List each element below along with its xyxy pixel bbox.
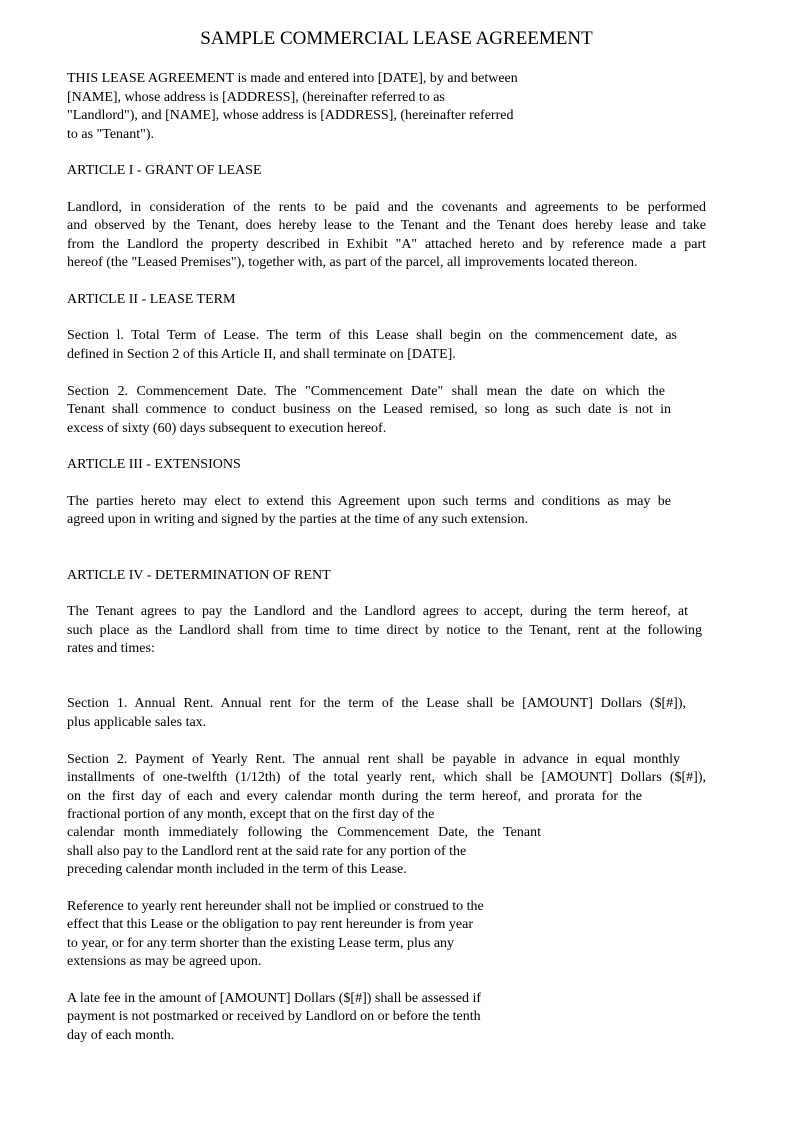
article-1-line-1: Landlord, in consideration of the rents to be paid and the covenants and agreements to be performed (67, 200, 706, 215)
article-3-line-2: agreed upon in writing and signed by the parties at the time of any such extension. (67, 512, 529, 527)
article-2-heading: ARTICLE II - LEASE TERM (67, 292, 236, 307)
article-2-s1-line-2: defined in Section 2 of this Article II, and shall terminate on [DATE]. (67, 347, 456, 362)
late-fee-line-1: A late fee in the amount of [AMOUNT] Dollars ($[#]) shall be assessed if (67, 991, 482, 1006)
article-4-s1-line-1: Section 1. Annual Rent. Annual rent for the term of the Lease shall be [AMOUNT] Dollars ($[#]), (67, 696, 686, 711)
article-4-s2-line-2: installments of one-twelfth (1/12th) of the total yearly rent, which shall be [AMOUNT] Dollars ($[#]), (67, 770, 706, 785)
rent-reference-line-1: Reference to yearly rent hereunder shall not be implied or construed to the (67, 899, 484, 914)
article-4-s2-line-4: fractional portion of any month, except that on the first day of the (67, 807, 435, 822)
late-fee-line-3: day of each month. (67, 1028, 175, 1043)
late-fee-line-2: payment is not postmarked or received by Landlord on or before the tenth (67, 1009, 481, 1024)
preamble-line-1: THIS LEASE AGREEMENT is made and entered into [DATE], by and between (67, 71, 518, 86)
article-4-s2-line-1: Section 2. Payment of Yearly Rent. The annual rent shall be payable in advance in equal monthly (67, 752, 680, 767)
rent-reference-line-2: effect that this Lease or the obligation to pay rent hereunder is from year (67, 917, 473, 932)
article-4-heading: ARTICLE IV - DETERMINATION OF RENT (67, 568, 331, 583)
preamble-line-3: "Landlord"), and [NAME], whose address is [ADDRESS], (hereinafter referred (67, 108, 514, 123)
article-1-heading: ARTICLE I - GRANT OF LEASE (67, 163, 262, 178)
preamble-line-4: to as "Tenant"). (67, 127, 155, 142)
rent-reference-line-4: extensions as may be agreed upon. (67, 954, 262, 969)
article-4-s2-line-3: on the first day of each and every calendar month during the term hereof, and prorata for the (67, 789, 642, 804)
article-4-s2-line-7: preceding calendar month included in the term of this Lease. (67, 862, 407, 877)
rent-reference-line-3: to year, or for any term shorter than the existing Lease term, plus any (67, 936, 455, 951)
article-4-s2-line-5: calendar month immediately following the Commencement Date, the Tenant (67, 825, 541, 840)
article-4-s1-line-2: plus applicable sales tax. (67, 715, 207, 730)
document-title: SAMPLE COMMERCIAL LEASE AGREEMENT (200, 28, 593, 49)
article-2-s2-line-3: excess of sixty (60) days subsequent to execution hereof. (67, 421, 387, 436)
article-1-line-2: and observed by the Tenant, does hereby lease to the Tenant and the Tenant does hereby lease and take (67, 218, 706, 233)
article-1-line-3: from the Landlord the property described in Exhibit "A" attached hereto and by reference made a part (67, 237, 706, 252)
article-4-line-2: such place as the Landlord shall from time to time direct by notice to the Tenant, rent at the following (67, 623, 702, 638)
article-3-line-1: The parties hereto may elect to extend this Agreement upon such terms and conditions as may be (67, 494, 671, 509)
article-4-s2-line-6: shall also pay to the Landlord rent at the said rate for any portion of the (67, 844, 467, 859)
article-4-line-1: The Tenant agrees to pay the Landlord and the Landlord agrees to accept, during the term hereof, at (67, 604, 688, 619)
article-1-line-4: hereof (the "Leased Premises"), together with, as part of the parcel, all improvements located thereon. (67, 255, 638, 270)
article-4-line-3: rates and times: (67, 641, 155, 656)
article-2-s2-line-2: Tenant shall commence to conduct business on the Leased remised, so long as such date is not in (67, 402, 671, 417)
article-2-s1-line-1: Section l. Total Term of Lease. The term of this Lease shall begin on the commencement date, as (67, 328, 677, 343)
article-2-s2-line-1: Section 2. Commencement Date. The "Commencement Date" shall mean the date on which the (67, 384, 665, 399)
article-3-heading: ARTICLE III - EXTENSIONS (67, 457, 241, 472)
preamble-line-2: [NAME], whose address is [ADDRESS], (hereinafter referred to as (67, 90, 445, 105)
